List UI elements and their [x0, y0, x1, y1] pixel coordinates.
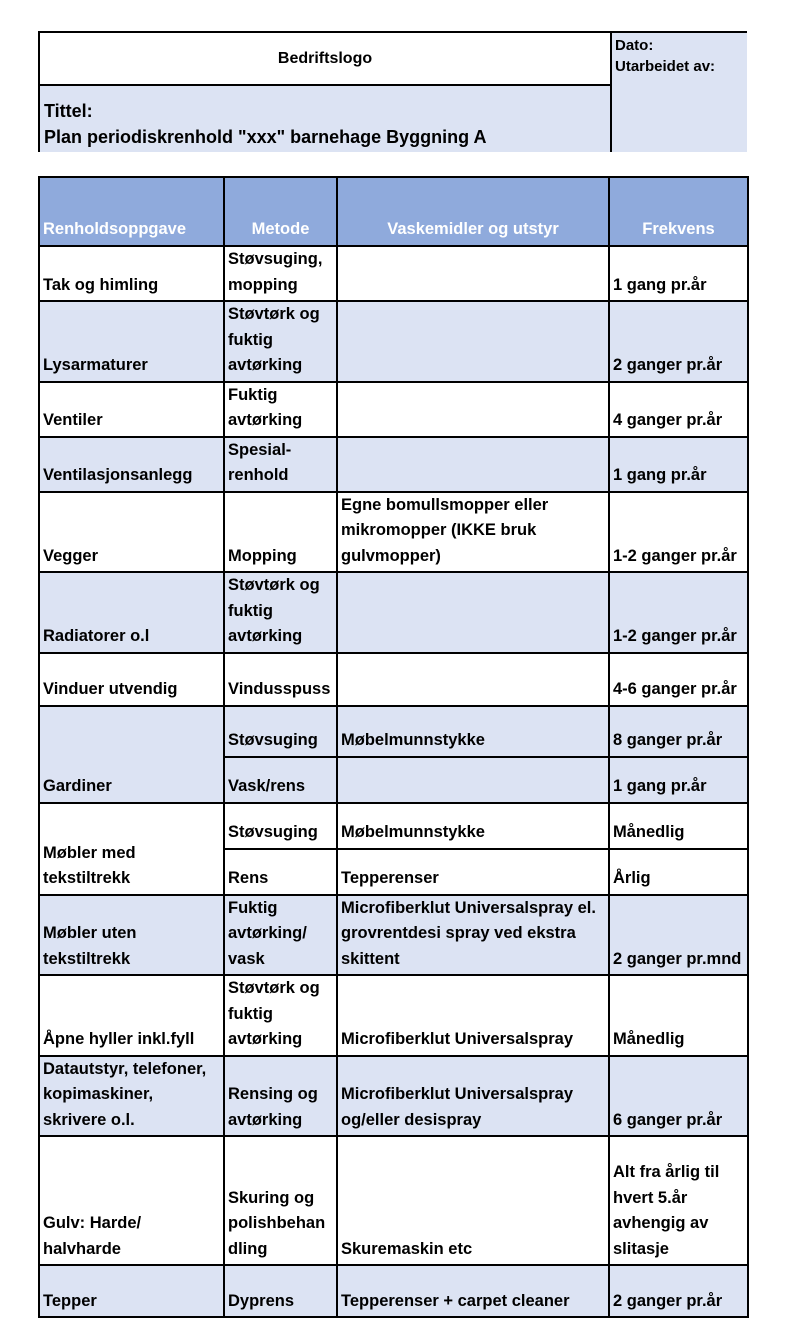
method-cell: Fuktig avtørking: [224, 382, 337, 437]
table-row: [39, 437, 748, 492]
column-header-equipment: Vaskemidler og utstyr: [337, 177, 609, 246]
task-cell: Radiatorer o.l: [39, 572, 224, 653]
equipment-cell: Microfiberklut Universalspray el. grovrentdesi spray ved ekstra skittent: [337, 895, 609, 976]
table-row: [39, 653, 748, 706]
table-row: [39, 1136, 748, 1265]
frequency-cell: 1 gang pr.år: [609, 437, 748, 492]
frequency-cell: 2 ganger pr.mnd: [609, 895, 748, 976]
frequency-cell: 4 ganger pr.år: [609, 382, 748, 437]
frequency-cell: 1-2 ganger pr.år: [609, 492, 748, 573]
frequency-cell: 8 ganger pr.år: [609, 706, 748, 757]
equipment-cell: Skuremaskin etc: [337, 1136, 609, 1265]
equipment-cell: [337, 653, 609, 706]
method-cell: Vindusspuss: [224, 653, 337, 706]
column-header-task: Renholdsoppgave: [39, 177, 224, 246]
table-row: [39, 706, 748, 757]
frequency-cell: Månedlig: [609, 803, 748, 849]
frequency-cell: 1 gang pr.år: [609, 246, 748, 301]
method-cell: Støvsuging: [224, 803, 337, 849]
task-cell: Åpne hyller inkl.fyll: [39, 975, 224, 1056]
column-header-frequency: Frekvens: [609, 177, 748, 246]
task-cell: Tak og himling: [39, 246, 224, 301]
method-cell: Støvtørk og fuktig avtørking: [224, 975, 337, 1056]
document-header: [38, 31, 747, 152]
method-cell: Rensing og avtørking: [224, 1056, 337, 1137]
task-cell: Ventiler: [39, 382, 224, 437]
table-row: [39, 1265, 748, 1317]
task-cell: Gulv: Harde/ halvharde: [39, 1136, 224, 1265]
table-row: [39, 301, 748, 382]
frequency-cell: Månedlig: [609, 975, 748, 1056]
task-cell: Tepper: [39, 1265, 224, 1317]
method-cell: Rens: [224, 849, 337, 895]
column-header-method: Metode: [224, 177, 337, 246]
equipment-cell: [337, 246, 609, 301]
equipment-cell: Microfiberklut Universalspray og/eller desispray: [337, 1056, 609, 1137]
method-cell: Mopping: [224, 492, 337, 573]
table-row: [39, 975, 748, 1056]
meta-box: [610, 33, 747, 152]
method-cell: Fuktig avtørking/ vask: [224, 895, 337, 976]
equipment-cell: Egne bomullsmopper eller mikromopper (IKKE bruk gulvmopper): [337, 492, 609, 573]
task-cell: Vegger: [39, 492, 224, 573]
prepared-by-label: Utarbeidet av:: [615, 58, 716, 75]
frequency-cell: 4-6 ganger pr.år: [609, 653, 748, 706]
table-row: [39, 382, 748, 437]
equipment-cell: Microfiberklut Universalspray: [337, 975, 609, 1056]
method-cell: Støvtørk og fuktig avtørking: [224, 301, 337, 382]
method-cell: Spesial-renhold: [224, 437, 337, 492]
task-cell: Datautstyr, telefoner, kopimaskiner, skrivere o.l.: [39, 1056, 224, 1137]
table-header-row: [39, 177, 748, 246]
task-cell: Møbler med tekstiltrekk: [39, 803, 224, 895]
method-cell: Støvtørk og fuktig avtørking: [224, 572, 337, 653]
table-row: [39, 492, 748, 573]
frequency-cell: 6 ganger pr.år: [609, 1056, 748, 1137]
frequency-cell: Årlig: [609, 849, 748, 895]
frequency-cell: 2 ganger pr.år: [609, 301, 748, 382]
task-cell: Ventilasjonsanlegg: [39, 437, 224, 492]
document-title: Plan periodiskrenhold "xxx" barnehage Byggning A: [44, 127, 487, 147]
equipment-cell: Tepperenser: [337, 849, 609, 895]
equipment-cell: Møbelmunnstykke: [337, 706, 609, 757]
title-box: [40, 86, 610, 152]
method-cell: Støvsuging: [224, 706, 337, 757]
task-cell: Vinduer utvendig: [39, 653, 224, 706]
method-cell: Dyprens: [224, 1265, 337, 1317]
equipment-cell: [337, 757, 609, 803]
date-label: Dato:: [615, 37, 654, 54]
method-cell: Vask/rens: [224, 757, 337, 803]
task-cell: Gardiner: [39, 706, 224, 803]
table-row: [39, 1056, 748, 1137]
title-label: Tittel:: [44, 101, 93, 121]
cleaning-plan-table: [38, 176, 749, 1318]
equipment-cell: [337, 301, 609, 382]
equipment-cell: Tepperenser + carpet cleaner: [337, 1265, 609, 1317]
frequency-cell: 1 gang pr.år: [609, 757, 748, 803]
frequency-cell: 2 ganger pr.år: [609, 1265, 748, 1317]
table-row: [39, 246, 748, 301]
frequency-cell: 1-2 ganger pr.år: [609, 572, 748, 653]
method-cell: Skuring og polishbehan dling: [224, 1136, 337, 1265]
table-row: [39, 572, 748, 653]
equipment-cell: [337, 572, 609, 653]
equipment-cell: [337, 382, 609, 437]
frequency-cell: Alt fra årlig til hvert 5.år avhengig av slitasje: [609, 1136, 748, 1265]
table-row: [39, 803, 748, 849]
task-cell: Lysarmaturer: [39, 301, 224, 382]
company-logo-placeholder: Bedriftslogo: [40, 33, 610, 86]
table-row: [39, 895, 748, 976]
equipment-cell: Møbelmunnstykke: [337, 803, 609, 849]
method-cell: Støvsuging, mopping: [224, 246, 337, 301]
task-cell: Møbler uten tekstiltrekk: [39, 895, 224, 976]
equipment-cell: [337, 437, 609, 492]
